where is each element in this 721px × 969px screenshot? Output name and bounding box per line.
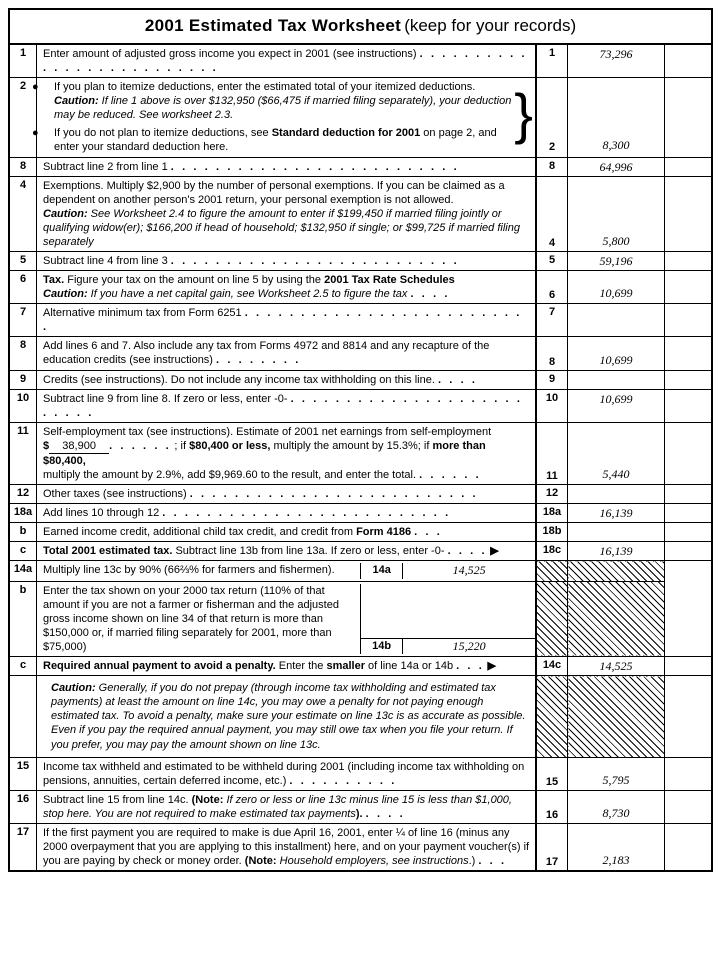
row-number: 1 [10,45,37,78]
hatched-cell [568,581,665,656]
right-margin [665,370,712,389]
line-number: 18b [536,523,568,542]
row-text-label: Enter amount of adjusted gross income you expect in 2001 (see instructions) [43,48,417,60]
table-row [10,504,711,523]
row-text-label: Enter the tax shown on your 2000 tax return (110% of that amount if you are not a farmer or fisherman and the adjusted gross income shown on line 34 of that return is more than $150,000 or, if married filing separately for 2001, more than $75,000) [43,584,339,654]
row-text [37,757,537,790]
row-number: 8 [10,157,37,176]
sub-amount-value[interactable]: 14,525 [452,563,486,578]
note-label: (Note: [244,855,277,868]
dollar-sign: $ [43,439,50,452]
table-row [10,337,711,370]
row-number: 15 [10,757,37,790]
note-text: If zero or less or line 13c minus line 15 is less than $1,000, stop here. You are not required to make estimated tax payments [43,793,512,820]
right-margin [665,523,712,542]
row-text-bold2: smaller [326,660,365,673]
row-number: c [10,657,37,676]
line-number: 10 [536,389,568,422]
row-text-label: Earned income credit, additional child tax credit, and credit from [43,526,353,539]
leader-dots: . . . . . . . . . . . . . . . . . . . . . . . . . . [170,255,460,268]
sub-amount-value[interactable]: 15,220 [403,638,535,654]
right-margin [665,337,712,370]
table-row [10,757,711,790]
row-text [37,561,537,581]
table-row [10,823,711,870]
row-text-bold: Form 4186 [356,526,412,539]
worksheet-table [10,45,711,870]
row-number: 2 [10,78,37,157]
row-text-label: If you plan to itemize deductions, enter the estimated total of your itemized deductions. [54,81,476,94]
row-number: 7 [10,304,37,337]
hatched-cell [568,561,665,581]
row-number [10,676,37,757]
right-margin [665,581,712,656]
bullet-icon: ● [32,81,39,94]
right-margin [665,542,712,561]
row-number: 12 [10,485,37,504]
row-text [37,45,537,78]
amount-value[interactable]: 10,699 [568,271,665,304]
right-margin [665,485,712,504]
row-number: 8 [10,337,37,370]
line-number: 11 [536,422,568,484]
row-text [37,823,537,870]
caution-text: Generally, if you do not prepay (through income tax withholding and estimated tax payments) at least the amount on line 14c, you may owe a penalty for not paying enough estimated tax. To avoid a penalty, make sure your estimate on line 13c is as accurate as possible. Even if you pay the required annual payment, you may still owe tax when you file your return. If you prefer, you may pay the amount shown on line 13c. [51,682,526,751]
worksheet-title [10,10,711,45]
right-margin [665,757,712,790]
sub-amount-table [361,563,535,578]
right-margin [665,657,712,676]
right-margin [665,252,712,271]
caution-text: If line 1 above is over $132,950 ($66,475 if married filing separately), your deduction may be reduced. See worksheet 2.3. [54,95,512,122]
right-margin [665,176,712,251]
leader-dots: . . . . [410,288,451,301]
row-number: 16 [10,790,37,823]
amount-value[interactable] [568,370,665,389]
right-margin [665,271,712,304]
table-row [10,790,711,823]
row-text-label: Other taxes (see instructions) [43,488,187,501]
row-text-label: Credits (see instructions). Do not include any income tax withholding on this line. [43,373,435,386]
row-text-label: Exemptions. Multiply $2,900 by the number of personal exemptions. If you can be claimed as a dependent on another person's 2001 return, your personal exemption is not allowed. [43,179,505,206]
right-margin [665,422,712,484]
amount-value[interactable]: 73,296 [568,45,665,78]
table-row [10,271,711,304]
line-number: 18c [536,542,568,561]
note-label: (Note: [191,793,224,806]
row-text-label: Figure your tax on the amount on line 5 by using the [67,274,322,287]
leader-dots: . . . . . . . . . . . . . . . . . . . . . . . . . . [170,160,460,173]
sub-line-number: 14a [361,563,403,578]
line-number: 14c [536,657,568,676]
row-text-bold: Required annual payment to avoid a penalty. [43,660,276,673]
line-number: 4 [536,176,568,251]
row-text-label: Subtract line 9 from line 8. If zero or less, enter -0- [43,392,288,405]
caution-label: Caution: [51,682,96,695]
row-text-bold: Standard deduction for 2001 [271,127,421,140]
leader-dots: . . . . . . . . . . . . . . . . . . . . . . . . . . [162,507,451,520]
table-row [10,157,711,176]
leader-dots: . . . . . . . . [216,354,301,367]
amount-value[interactable] [568,485,665,504]
arrow-icon: ▶ [490,545,499,558]
sub-line-number: 14b [361,638,403,654]
row-text [37,676,537,757]
note-text: Household employers, see instructions [279,855,469,868]
row-text [37,157,537,176]
hatched-cell [536,676,568,757]
sub-row-14a [361,563,535,578]
table-row [10,581,711,656]
table-row [10,485,711,504]
leader-dots: . . . . . . [419,469,482,482]
leader-dots: . . . [414,526,443,539]
caution-text: See Worksheet 2.4 to figure the amount to enter if $199,450 if married filing jointly or qualifying widow(er); $166,200 if head of household; $132,950 if single; or $99,725 if married filing separately [43,207,520,248]
row-text [37,389,537,422]
row-number: b [10,523,37,542]
right-margin [665,504,712,523]
row-number: 5 [10,252,37,271]
right-margin [665,78,712,157]
row-text-label: If the first payment you are required to make is due April 16, 2001, enter ¼ of line 16 (minus any 2000 overpayment that you are applying to this installment) here, and on your payment voucher(s) if you are paying by check or money order. [43,826,530,868]
row-text [37,657,537,676]
line-number: 8 [536,157,568,176]
row-text-label: Subtract line 15 from line 14c. [43,793,189,806]
row-text-post: of line 14a or 14b [368,660,454,673]
hatched-cell [536,561,568,581]
amount-value[interactable] [568,523,665,542]
leader-dots: . . . . . . [109,439,172,452]
note-end: ). [355,807,363,820]
right-margin [665,561,712,581]
line-number: 6 [536,271,568,304]
amount-value[interactable]: 5,800 [568,176,665,251]
row-number: 17 [10,823,37,870]
right-margin [665,304,712,337]
row-text-post: on page 2, and enter your standard deduction here. [54,127,497,154]
table-row [10,523,711,542]
row-text [37,504,537,523]
bullet-icon: ● [32,127,39,140]
arrow-icon: ▶ [487,660,496,673]
line-number: 7 [536,304,568,337]
right-margin [665,45,712,78]
line-number: 15 [536,757,568,790]
row-text [37,252,537,271]
row-text-bold2: 2001 Tax Rate Schedules [324,274,455,287]
row-text [37,176,537,251]
leader-dots: . . . . . . . . . . . . . . . . . . . . . . . . . . [43,392,523,419]
leader-dots: . . . [478,855,507,868]
page-title-suffix: (keep for your records) [404,16,577,35]
sub-row-14b [361,638,535,654]
caution-label: Caution: [54,95,99,108]
row-text-label: Add lines 10 through 12 [43,507,160,520]
row-text-bold: Total 2001 estimated tax. [43,545,173,558]
table-row [10,45,711,78]
row-text-label: Subtract line 2 from line 1 [43,160,168,173]
right-margin [665,790,712,823]
table-row [10,422,711,484]
row-text [37,304,537,337]
right-margin [665,389,712,422]
amount-value[interactable]: 8,730 [568,790,665,823]
row-text [37,542,537,561]
row-text [32,78,537,157]
caution-text: If you have a net capital gain, see Worksheet 2.5 to figure the tax [90,288,408,301]
row-number: 6 [10,271,37,304]
leader-dots: . . . [456,660,485,673]
amount-value[interactable]: 10,699 [568,337,665,370]
row-text [37,370,537,389]
amount-value[interactable]: 64,996 [568,157,665,176]
row-number: 18a [10,504,37,523]
table-row [10,176,711,251]
sub-amount-table [361,638,535,654]
caution-label: Caution: [43,288,88,301]
row-text-label: If you do not plan to itemize deductions, see [54,127,269,140]
amount-value[interactable]: 2,183 [568,823,665,870]
row-text-mid1: ; if [174,439,187,452]
row-text [37,581,537,656]
row-number: b [10,581,37,656]
row-number: 11 [10,422,37,484]
leader-dots: . . . . [447,545,488,558]
amount-value[interactable]: 5,795 [568,757,665,790]
row-text-label: Self-employment tax (see instructions). Estimate of 2001 net earnings from self-employment [43,425,492,438]
leader-dots: . . . . . . . . . . . . . . . . . . . . . . . . . . [43,48,528,75]
table-row [10,304,711,337]
row-text-label: Subtract line 4 from line 3 [43,255,168,268]
hatched-cell [568,676,665,757]
row-text-label: Alternative minimum tax from Form 6251 [43,307,242,320]
row-text-label: Enter the [278,660,324,673]
row-number: 4 [10,176,37,251]
row-text [37,422,537,484]
leader-dots: . . . . [365,807,406,820]
table-row [10,676,711,757]
amount-value[interactable]: 16,139 [568,542,665,561]
table-row [10,252,711,271]
table-row [10,561,711,581]
line-number: 2 [536,78,568,157]
table-row [10,78,711,157]
caution-label: Caution: [43,207,88,220]
line-number: 16 [536,790,568,823]
line-number: 5 [536,252,568,271]
brace-icon: } [514,82,533,146]
row-text-label: Add lines 6 and 7. Also include any tax from Forms 4972 and 8814 and any recapture of the education credits (see instructions) [43,340,490,367]
row-number: 14a [10,561,37,581]
table-row [10,542,711,561]
right-margin [665,676,712,757]
row-text [37,523,537,542]
amount-value[interactable]: 8,300 [568,78,665,157]
amount-value[interactable]: 10,699 [568,389,665,422]
table-row [10,370,711,389]
leader-dots: . . . . [437,373,478,386]
leader-dots: . . . . . . . . . . [289,774,397,787]
line-number: 18a [536,504,568,523]
right-margin [665,823,712,870]
amount-value[interactable]: 14,525 [568,657,665,676]
amount-value[interactable] [568,304,665,337]
row-text-bold2: more than $80,400, [43,439,486,467]
row-text-bold1: $80,400 or less, [189,439,271,452]
line-number: 9 [536,370,568,389]
row-text [37,271,537,304]
line-number: 17 [536,823,568,870]
hatched-cell [536,581,568,656]
amount-value[interactable]: 5,440 [568,422,665,484]
row-text [37,790,537,823]
row-text [37,485,537,504]
amount-value[interactable]: 59,196 [568,252,665,271]
row-text-label: Income tax withheld and estimated to be withheld during 2001 (including income tax withholding on pensions, annuities, certain deferred income, etc.) [43,760,525,787]
inline-amount-field[interactable]: 38,900 [49,439,109,454]
note-end: .) [468,855,476,868]
table-row [10,389,711,422]
row-number: 10 [10,389,37,422]
line-number: 8 [536,337,568,370]
row-text-mid2: multiply the amount by 15.3%; if [273,439,430,452]
row-text [37,337,537,370]
row-text-post: multiply the amount by 2.9%, add $9,969.60 to the result, and enter the total. [43,469,417,482]
row-number: c [10,542,37,561]
line-number: 12 [536,485,568,504]
row-text-label: Multiply line 13c by 90% (66⅔% for farmers and fishermen). [43,564,335,577]
leader-dots: . . . . . . . . . . . . . . . . . . . . . . . . . . [189,488,479,501]
leader-dots: . . . . . . . . . . . . . . . . . . . . . . . . . . [43,307,522,334]
row-text-bold: Tax. [43,274,65,287]
estimated-tax-worksheet [8,8,713,872]
right-margin [665,157,712,176]
page-title: 2001 Estimated Tax Worksheet [144,16,402,35]
row-text-label: Subtract line 13b from line 13a. If zero or less, enter -0- [175,545,445,558]
line-number: 1 [536,45,568,78]
table-row [10,657,711,676]
amount-value[interactable]: 16,139 [568,504,665,523]
row-number: 9 [10,370,37,389]
